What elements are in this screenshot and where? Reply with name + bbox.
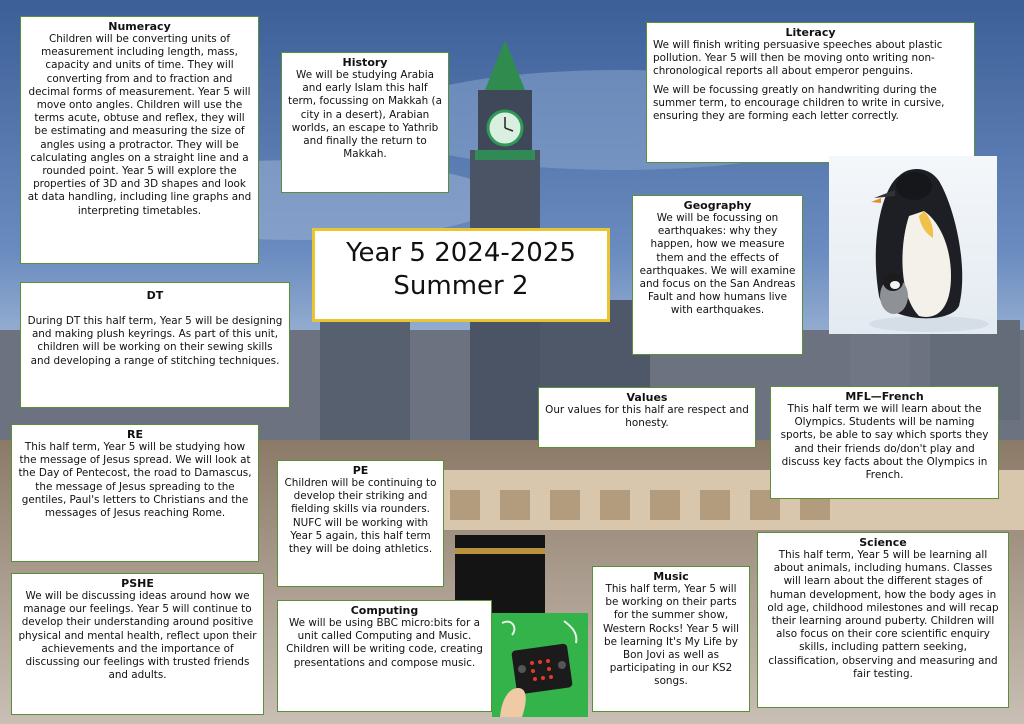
microbit-device-image <box>492 613 588 717</box>
page-title-line2: Summer 2 <box>393 271 529 301</box>
geography-text: We will be focussing on earthquakes: why they happen, how we measure them and the effects of earthquakes. We will examine and focus on the San Andreas Fault and how humans live with earthquakes. <box>639 212 796 317</box>
numeracy-box <box>20 16 259 264</box>
literacy-box <box>646 22 975 163</box>
pshe-text: We will be discussing ideas around how we manage our feelings. Year 5 will continue to develop their understanding around positive physical and mental health, reflect upon their achievements and the importance of discussing our feelings with trusted friends and adults. <box>18 590 257 682</box>
re-heading: RE <box>127 428 143 441</box>
numeracy-heading: Numeracy <box>108 20 171 33</box>
history-text: We will be studying Arabia and early Islam this half term, focussing on Makkah (a city in a desert), Arabian worlds, an escape to Yathrib and finally the return to Makkah. <box>288 69 442 161</box>
values-heading: Values <box>626 391 668 404</box>
page-title-box <box>312 228 610 322</box>
literacy-text-2: We will be focussing greatly on handwriting during the summer term, to encourage children to write in cursive, ensuring they are forming each letter correctly. <box>653 83 945 123</box>
dt-heading: DT <box>146 289 164 302</box>
dt-box <box>20 282 290 408</box>
history-heading: History <box>342 56 388 69</box>
computing-heading: Computing <box>350 604 419 617</box>
music-text: This half term, Year 5 will be working on their parts for the summer show, Western Rocks! Year 5 will be learning It's My Life by Bon Jovi as well as participating in our KS2 songs. <box>602 583 739 688</box>
computing-text: We will be using BBC micro:bits for a unit called Computing and Music. Children will be writing code, creating presentations and compose music. <box>286 617 483 669</box>
science-box <box>757 532 1009 708</box>
mfl-french-text: This half term we will learn about the Olympics. Students will be naming sports, be able to say which sports they and their friends do/don't play and discuss key facts about the Olympics in French. <box>780 403 989 482</box>
literacy-heading: Literacy <box>785 26 836 39</box>
music-heading: Music <box>653 570 689 583</box>
history-box <box>281 52 449 193</box>
mfl-french-heading: MFL—French <box>845 390 924 403</box>
dt-text: During DT this half term, Year 5 will be designing and making plush keyrings. As part of this unit, children will be working on their sewing skills and developing a range of stitching techniques. <box>27 315 283 367</box>
computing-box <box>277 600 492 712</box>
science-heading: Science <box>859 536 907 549</box>
geography-box <box>632 195 803 355</box>
pe-heading: PE <box>352 464 369 477</box>
music-box <box>592 566 750 712</box>
pe-text: Children will be continuing to develop their striking and fielding skills via rounders. NUFC will be working with Year 5 again, this half term they will be doing athletics. <box>284 477 437 556</box>
mfl-french-box <box>770 386 999 499</box>
re-text: This half term, Year 5 will be studying how the message of Jesus spread. We will look at the Day of Pentecost, the road to Damascus, the message of Jesus spreading to the gentiles, Paul's letters to Christians and the messages of Jesus reaching Rome. <box>18 441 252 520</box>
geography-heading: Geography <box>683 199 752 212</box>
numeracy-text: Children will be converting units of measurement including length, mass, capacity and units of time. They will converting from and to fraction and decimal forms of measurement. Year 5 will move onto angles. Children will use the terms acute, obtuse and reflex, they will be estimating and measuring the size of angles using a protractor. They will be calculating angles on a straight line and a rounded point. Year 5 will explore the properties of 3D and 3D shapes and look at data handling, including line graphs and interpreting timetables. <box>27 33 252 217</box>
values-box <box>538 387 756 448</box>
science-text: This half term, Year 5 will be learning all about animals, including humans. Classes will learn about the different stages of human development, how the body ages in old age, childhood milestones and will recap their learning around puberty. Children will also focus on their core scientific enquiry skills, including pattern seeking, classification, observing and measuring and fair testing. <box>767 549 999 680</box>
pshe-heading: PSHE <box>121 577 154 590</box>
pshe-box <box>11 573 264 715</box>
literacy-text-1: We will finish writing persuasive speeches about plastic pollution. Year 5 will then be moving onto writing non-chronological reports all about emperor penguins. <box>653 39 943 78</box>
pe-box <box>277 460 444 587</box>
emperor-penguin-photo <box>829 156 997 334</box>
values-text: Our values for this half are respect and honesty. <box>545 404 749 430</box>
page-title-line1: Year 5 2024-2025 <box>346 238 576 268</box>
re-box <box>11 424 259 562</box>
